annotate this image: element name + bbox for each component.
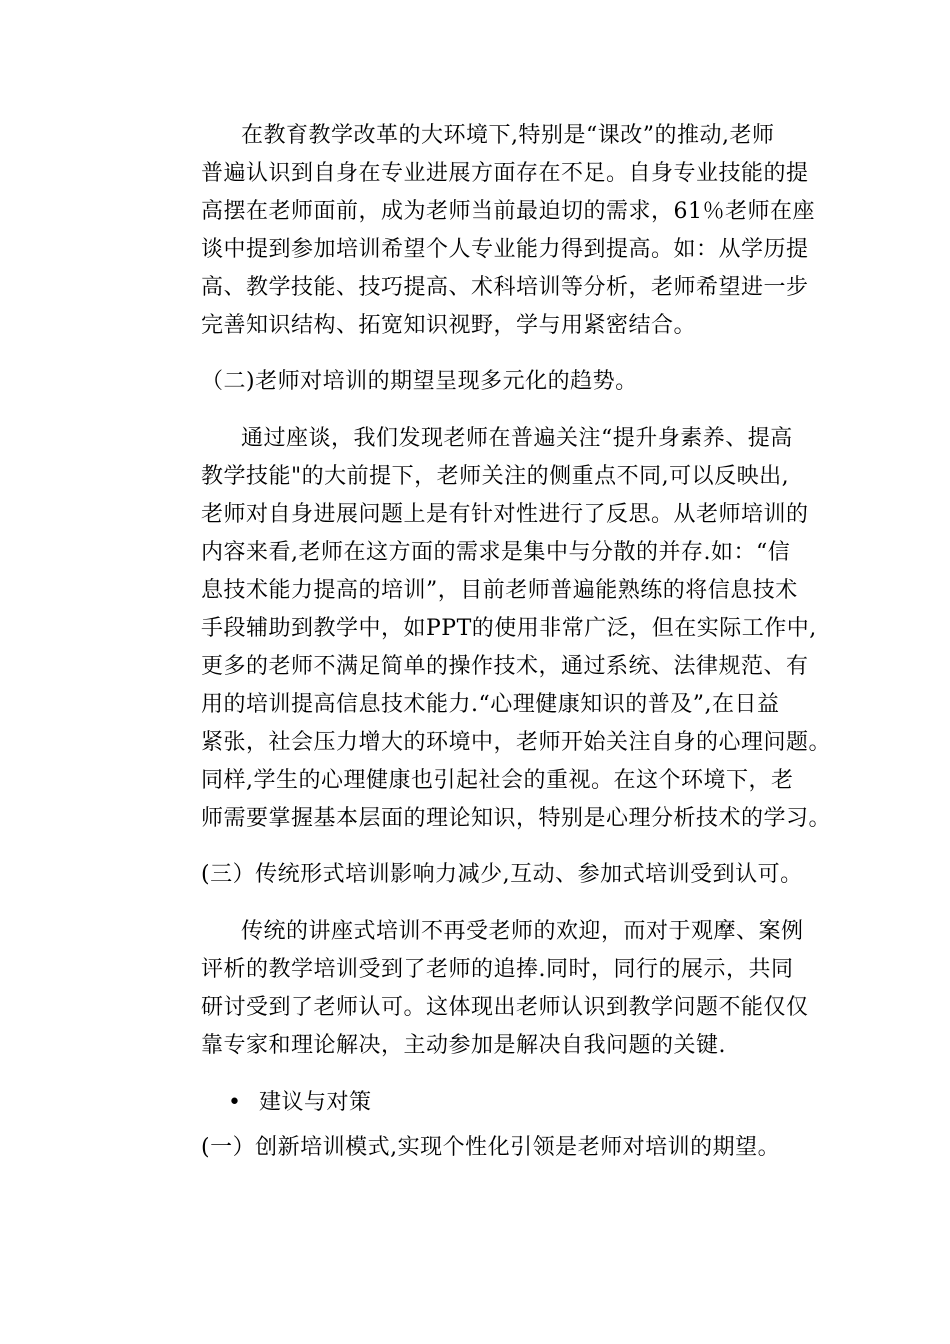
paragraph-line: 靠专家和理论解决，主动参加是解决自我问题的关键.: [201, 1033, 726, 1058]
paragraph-line: 传统的讲座式培训不再受老师的欢迎，而对于观摩、案例: [241, 919, 804, 944]
section-heading-4: (一）创新培训模式,实现个性化引领是老师对培训的期望。: [201, 1135, 781, 1160]
bullet-icon: •: [228, 1090, 241, 1115]
paragraph-line: 评析的教学培训受到了老师的追捧.同时，同行的展示，共同: [201, 957, 794, 982]
paragraph-line: 高摆在老师面前，成为老师当前最迫切的需求，61％老师在座: [201, 199, 815, 224]
paragraph-line: 紧张，社会压力增大的环境中，老师开始关注自身的心理问题。: [201, 730, 832, 755]
bullet-text: 建议与对策: [259, 1090, 372, 1115]
paragraph-line: 更多的老师不满足简单的操作技术，通过系统、法律规范、有: [201, 654, 809, 679]
paragraph-line: 在教育教学改革的大环境下,特别是“课改”的推动,老师: [241, 123, 775, 148]
paragraph-line: 研讨受到了老师认可。这体现出老师认识到教学问题不能仅仅: [201, 995, 809, 1020]
paragraph-line: 手段辅助到教学中，如PPT的使用非常广泛，但在实际工作中,: [201, 616, 817, 641]
paragraph-line: 息技术能力提高的培训”，目前老师普遍能熟练的将信息技术: [201, 578, 798, 603]
paragraph-line: 师需要掌握基本层面的理论知识，特别是心理分析技术的学习。: [201, 806, 832, 831]
paragraph-line: 普遍认识到自身在专业进展方面存在不足。自身专业技能的提: [201, 161, 809, 186]
paragraph-line: 通过座谈，我们发现老师在普遍关注“提升身素养、提高: [241, 426, 793, 451]
section-heading-2: （二)老师对培训的期望呈现多元化的趋势。: [201, 369, 638, 394]
section-heading-3: (三）传统形式培训影响力减少,互动、参加式培训受到认可。: [201, 862, 803, 887]
paragraph-line: 内容来看,老师在这方面的需求是集中与分散的并存.如：“信: [201, 540, 791, 565]
paragraph-line: 高、教学技能、技巧提高、术科培训等分析，老师希望进一步: [201, 275, 809, 300]
paragraph-line: 同样,学生的心理健康也引起社会的重视。在这个环境下，老: [201, 768, 794, 793]
paragraph-line: 老师对自身进展问题上是有针对性进行了反思。从老师培训的: [201, 502, 809, 527]
paragraph-line: 完善知识结构、拓宽知识视野，学与用紧密结合。: [201, 313, 697, 338]
paragraph-line: 用的培训提高信息技术能力.“心理健康知识的普及”,在日益: [201, 692, 780, 717]
paragraph-line: 教学技能"的大前提下，老师关注的侧重点不同,可以反映出,: [201, 464, 790, 489]
paragraph-line: 谈中提到参加培训希望个人专业能力得到提高。如：从学历提: [201, 237, 809, 262]
